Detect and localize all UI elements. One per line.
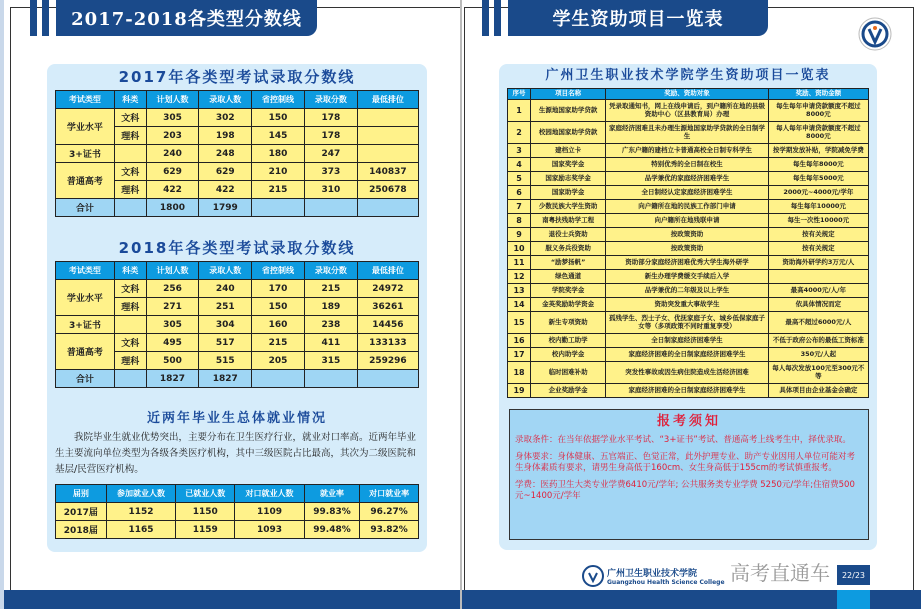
table-cell: 特别优秀的全日制在校生 bbox=[606, 158, 768, 172]
table-cell: 学院奖学金 bbox=[531, 284, 606, 298]
table-cell: 每人每年申请贷款额度不超过8000元 bbox=[768, 122, 868, 144]
page-number: 22/23 bbox=[837, 565, 870, 585]
banner-strip bbox=[30, 0, 37, 36]
column-header: 参加就业人数 bbox=[106, 485, 176, 503]
table-row bbox=[508, 348, 869, 362]
aid-table bbox=[507, 88, 869, 398]
column-header: 奖励、资助对象 bbox=[606, 89, 768, 100]
table-cell: 按政策资助 bbox=[606, 242, 768, 256]
table-row bbox=[508, 298, 869, 312]
aid-table-title: 广州卫生职业技术学院学生资助项目一览表 bbox=[545, 68, 831, 83]
table-cell: 国家奖学金 bbox=[531, 158, 606, 172]
column-header: 录取人数 bbox=[199, 262, 252, 280]
table-row bbox=[56, 109, 419, 127]
table-cell: 每生每年8000元 bbox=[768, 158, 868, 172]
table-cell: 248 bbox=[199, 145, 252, 163]
table-cell: 全日制经认定家庭经济困难学生 bbox=[606, 186, 768, 200]
banner-strip bbox=[494, 0, 501, 36]
table-cell: 150 bbox=[252, 109, 305, 127]
table-cell: “励梦扬帆” bbox=[531, 256, 606, 270]
table-cell: 133133 bbox=[357, 334, 418, 352]
table-cell: 每生每年10000元 bbox=[768, 200, 868, 214]
table-cell: 每生每年5000元 bbox=[768, 172, 868, 186]
table-row bbox=[56, 503, 419, 521]
table-cell: 金英奖励助学资金 bbox=[531, 298, 606, 312]
table-cell: 1165 bbox=[106, 521, 176, 539]
column-header: 科类 bbox=[114, 91, 146, 109]
column-header: 奖励、资助金额 bbox=[768, 89, 868, 100]
table-cell: 1799 bbox=[199, 199, 252, 217]
table-cell: 孤残学生、烈士子女、优抚家庭子女、城乡低保家庭子女等（多项政策不同时重复享受） bbox=[606, 312, 768, 334]
table-cell: 服义务兵役资助 bbox=[531, 242, 606, 256]
column-header: 对口就业率 bbox=[360, 485, 419, 503]
table-cell: 4 bbox=[508, 158, 531, 172]
table-cell: 普通高考 bbox=[56, 163, 115, 199]
table-row bbox=[508, 384, 869, 398]
table-cell: 南粤扶残助学工程 bbox=[531, 214, 606, 228]
page-banner: 2017-2018各类型分数线 bbox=[56, 0, 317, 36]
table-cell bbox=[357, 127, 418, 145]
table-cell: 最高不超过6000元/人 bbox=[768, 312, 868, 334]
right-page bbox=[460, 0, 921, 609]
table-cell: 每生每年申请贷款额度不超过8000元 bbox=[768, 100, 868, 122]
table-row bbox=[508, 362, 869, 384]
table-cell: 按有关规定 bbox=[768, 242, 868, 256]
table-cell: 1150 bbox=[176, 503, 235, 521]
column-header: 录取分数 bbox=[304, 262, 357, 280]
table-cell: 5 bbox=[508, 172, 531, 186]
table-cell: 家庭经济困难的全日制家庭经济困难学生 bbox=[606, 384, 768, 398]
table-cell: 1109 bbox=[235, 503, 305, 521]
table-2018-title: 2018年各类型考试录取分数线 bbox=[118, 239, 356, 257]
notice-fees: 学费：医药卫生大类专业学费6410元/学年; 公共服务类专业学费 5250元/学年;住宿费500元~1400元/学年 bbox=[515, 480, 855, 501]
table-cell: 具体项目由企业基金会确定 bbox=[768, 384, 868, 398]
table-cell: 品学兼优的家庭经济困难学生 bbox=[606, 172, 768, 186]
table-row bbox=[508, 144, 869, 158]
table-cell: 302 bbox=[199, 109, 252, 127]
table-cell: 189 bbox=[304, 298, 357, 316]
column-header: 最低排位 bbox=[357, 262, 418, 280]
table-cell: 合计 bbox=[56, 199, 115, 217]
column-header: 届别 bbox=[56, 485, 107, 503]
table-cell: 96.27% bbox=[360, 503, 419, 521]
table-row bbox=[508, 334, 869, 348]
table-row bbox=[508, 312, 869, 334]
table-cell: 突发性事故或因生病住院造成生活经济困难 bbox=[606, 362, 768, 384]
table-cell: 180 bbox=[252, 145, 305, 163]
table-row bbox=[508, 100, 869, 122]
table-cell: 240 bbox=[146, 145, 199, 163]
table-cell: 2018届 bbox=[56, 521, 107, 539]
table-cell: 198 bbox=[199, 127, 252, 145]
table-cell: 1159 bbox=[176, 521, 235, 539]
table-cell: 按政策资助 bbox=[606, 228, 768, 242]
table-2018 bbox=[55, 261, 419, 388]
table-cell: 304 bbox=[199, 316, 252, 334]
table-cell bbox=[114, 316, 146, 334]
table-row bbox=[56, 334, 419, 352]
column-header: 计划人数 bbox=[146, 262, 199, 280]
total-row bbox=[56, 370, 419, 388]
table-cell: 新生办理学费缓交手续后入学 bbox=[606, 270, 768, 284]
banner-strip bbox=[482, 0, 489, 36]
header-row bbox=[508, 89, 869, 100]
table-cell: 文科 bbox=[114, 109, 146, 127]
table-row bbox=[56, 145, 419, 163]
table-cell: 12 bbox=[508, 270, 531, 284]
column-header: 录取人数 bbox=[199, 91, 252, 109]
notice-admission: 录取条件：在当年依据学业水平考试、“3+证书”考试、普通高考上线考生中，择优录取。 bbox=[515, 435, 851, 445]
table-cell: 140837 bbox=[357, 163, 418, 181]
table-cell: 203 bbox=[146, 127, 199, 145]
table-cell: 校内助学金 bbox=[531, 348, 606, 362]
column-header: 序号 bbox=[508, 89, 531, 100]
table-cell bbox=[357, 370, 418, 388]
table-cell: 373 bbox=[304, 163, 357, 181]
table-cell: 临时困难补助 bbox=[531, 362, 606, 384]
table-cell: 271 bbox=[146, 298, 199, 316]
table-cell: 18 bbox=[508, 362, 531, 384]
table-row bbox=[508, 122, 869, 144]
table-cell: 1800 bbox=[146, 199, 199, 217]
table-cell: 不低于政府公布的最低工资标准 bbox=[768, 334, 868, 348]
table-cell bbox=[357, 145, 418, 163]
table-cell: 企业奖励学金 bbox=[531, 384, 606, 398]
table-2017-title: 2017年各类型考试录取分数线 bbox=[118, 68, 356, 86]
table-cell: 依具体情况而定 bbox=[768, 298, 868, 312]
table-cell: 93.82% bbox=[360, 521, 419, 539]
table-cell: 99.48% bbox=[304, 521, 359, 539]
footer-college-cn: 广州卫生职业技术学院 bbox=[607, 569, 698, 579]
table-cell: 1093 bbox=[235, 521, 305, 539]
footer-logo-icon bbox=[582, 565, 604, 587]
table-cell bbox=[357, 109, 418, 127]
table-cell: 500 bbox=[146, 352, 199, 370]
table-cell: 215 bbox=[252, 334, 305, 352]
table-cell: 2017届 bbox=[56, 503, 107, 521]
table-cell: 240 bbox=[199, 280, 252, 298]
table-cell bbox=[114, 145, 146, 163]
table-cell: 文科 bbox=[114, 163, 146, 181]
table-cell bbox=[304, 199, 357, 217]
college-logo-icon bbox=[858, 17, 892, 51]
table-cell bbox=[768, 270, 868, 284]
watermark: 高考直通车 bbox=[730, 561, 830, 585]
table-cell: 517 bbox=[199, 334, 252, 352]
table-cell: 国家励志奖学金 bbox=[531, 172, 606, 186]
table-row bbox=[56, 316, 419, 334]
column-header: 项目名称 bbox=[531, 89, 606, 100]
table-row bbox=[508, 242, 869, 256]
table-cell: 全日制家庭经济困难学生 bbox=[606, 334, 768, 348]
table-cell: 178 bbox=[304, 127, 357, 145]
table-cell: 理科 bbox=[114, 181, 146, 199]
table-cell: 250678 bbox=[357, 181, 418, 199]
column-header: 科类 bbox=[114, 262, 146, 280]
column-header: 计划人数 bbox=[146, 91, 199, 109]
table-cell: 36261 bbox=[357, 298, 418, 316]
table-cell: 凭录取通知书，网上在线申请后，到户籍所在地的县级资助中心（区县教育局）办理 bbox=[606, 100, 768, 122]
table-cell: 422 bbox=[199, 181, 252, 199]
table-cell: 6 bbox=[508, 186, 531, 200]
column-header: 省控制线 bbox=[252, 262, 305, 280]
column-header: 省控制线 bbox=[252, 91, 305, 109]
table-cell bbox=[357, 199, 418, 217]
table-cell: 合计 bbox=[56, 370, 115, 388]
table-cell: 411 bbox=[304, 334, 357, 352]
table-cell: 普通高考 bbox=[56, 334, 115, 370]
column-header: 考试类型 bbox=[56, 262, 115, 280]
page-banner: 学生资助项目一览表 bbox=[508, 0, 768, 36]
employment-title: 近两年毕业生总体就业情况 bbox=[146, 411, 327, 426]
table-row bbox=[508, 200, 869, 214]
table-cell: 1 bbox=[508, 100, 531, 122]
table-cell: 170 bbox=[252, 280, 305, 298]
employment-table bbox=[55, 484, 419, 539]
table-cell: 15 bbox=[508, 312, 531, 334]
table-cell: 资助部分家庭经济困难优秀大学生海外研学 bbox=[606, 256, 768, 270]
table-cell: 1152 bbox=[106, 503, 176, 521]
table-row bbox=[508, 186, 869, 200]
table-cell: 305 bbox=[146, 316, 199, 334]
table-cell: 家庭经济困难且未办理生源地国家助学贷款的全日制学生 bbox=[606, 122, 768, 144]
table-cell: 145 bbox=[252, 127, 305, 145]
table-cell: 3+证书 bbox=[56, 316, 115, 334]
table-cell: 495 bbox=[146, 334, 199, 352]
table-cell: 13 bbox=[508, 284, 531, 298]
table-cell: 理科 bbox=[114, 298, 146, 316]
content-panel bbox=[47, 64, 427, 552]
header-row bbox=[56, 262, 419, 280]
table-cell: 14456 bbox=[357, 316, 418, 334]
table-cell: 422 bbox=[146, 181, 199, 199]
notice-box bbox=[509, 409, 869, 540]
table-cell: 247 bbox=[304, 145, 357, 163]
table-row bbox=[508, 158, 869, 172]
table-cell: 2 bbox=[508, 122, 531, 144]
table-cell: 629 bbox=[199, 163, 252, 181]
table-cell: 校园地国家助学贷款 bbox=[531, 122, 606, 144]
table-cell: 160 bbox=[252, 316, 305, 334]
table-cell: 215 bbox=[252, 181, 305, 199]
table-cell: 251 bbox=[199, 298, 252, 316]
table-cell: 256 bbox=[146, 280, 199, 298]
table-cell bbox=[114, 370, 146, 388]
table-cell: 350元/人起 bbox=[768, 348, 868, 362]
table-cell: 校内勤工助学 bbox=[531, 334, 606, 348]
table-cell: 9 bbox=[508, 228, 531, 242]
table-cell: 文科 bbox=[114, 280, 146, 298]
table-cell: 理科 bbox=[114, 127, 146, 145]
table-cell: 每生一次性10000元 bbox=[768, 214, 868, 228]
column-header: 对口就业人数 bbox=[235, 485, 305, 503]
table-cell: 14 bbox=[508, 298, 531, 312]
table-cell bbox=[114, 199, 146, 217]
table-row bbox=[56, 280, 419, 298]
table-cell: 少数民族大学生资助 bbox=[531, 200, 606, 214]
footer-college-en: Guangzhou Health Science College bbox=[607, 579, 725, 586]
table-cell: 210 bbox=[252, 163, 305, 181]
table-2017 bbox=[55, 90, 419, 217]
table-cell: 99.83% bbox=[304, 503, 359, 521]
column-header: 就业率 bbox=[304, 485, 359, 503]
table-cell: 资助突发重大事故学生 bbox=[606, 298, 768, 312]
table-cell: 310 bbox=[304, 181, 357, 199]
table-row bbox=[508, 228, 869, 242]
table-cell: 广东户籍的建档立卡普通高校全日制专科学生 bbox=[606, 144, 768, 158]
table-cell: 生源地国家助学贷款 bbox=[531, 100, 606, 122]
table-row bbox=[56, 163, 419, 181]
table-cell: 1827 bbox=[199, 370, 252, 388]
table-cell: 学业水平 bbox=[56, 109, 115, 145]
table-cell: 11 bbox=[508, 256, 531, 270]
table-cell: 238 bbox=[304, 316, 357, 334]
left-page bbox=[0, 0, 460, 609]
table-cell: 按有关规定 bbox=[768, 228, 868, 242]
table-cell: 向户籍所在地的民族工作部门申请 bbox=[606, 200, 768, 214]
table-cell: 理科 bbox=[114, 352, 146, 370]
table-cell: 16 bbox=[508, 334, 531, 348]
table-cell: 国家助学金 bbox=[531, 186, 606, 200]
column-header: 考试类型 bbox=[56, 91, 115, 109]
table-cell: 178 bbox=[304, 109, 357, 127]
column-header: 录取分数 bbox=[304, 91, 357, 109]
table-cell: 24972 bbox=[357, 280, 418, 298]
table-cell: 3 bbox=[508, 144, 531, 158]
table-cell: 退役士兵资助 bbox=[531, 228, 606, 242]
table-cell: 3+证书 bbox=[56, 145, 115, 163]
total-row bbox=[56, 199, 419, 217]
table-cell: 629 bbox=[146, 163, 199, 181]
table-cell: 205 bbox=[252, 352, 305, 370]
column-header: 已就业人数 bbox=[176, 485, 235, 503]
table-cell: 259296 bbox=[357, 352, 418, 370]
bottom-band bbox=[4, 590, 460, 609]
table-cell: 515 bbox=[199, 352, 252, 370]
header-row bbox=[56, 91, 419, 109]
table-row bbox=[508, 270, 869, 284]
column-header: 最低排位 bbox=[357, 91, 418, 109]
table-cell: 品学兼优的二年级及以上学生 bbox=[606, 284, 768, 298]
table-cell: 1827 bbox=[146, 370, 199, 388]
table-cell: 215 bbox=[304, 280, 357, 298]
table-cell: 向户籍所在地残联申请 bbox=[606, 214, 768, 228]
table-cell: 2000元~4000元/学年 bbox=[768, 186, 868, 200]
table-row bbox=[56, 521, 419, 539]
table-cell: 10 bbox=[508, 242, 531, 256]
table-cell: 资助海外研学约3万元/人 bbox=[768, 256, 868, 270]
table-cell: 17 bbox=[508, 348, 531, 362]
banner-strip bbox=[42, 0, 49, 36]
table-cell: 绿色通道 bbox=[531, 270, 606, 284]
table-cell: 305 bbox=[146, 109, 199, 127]
employment-paragraph: 我院毕业生就业优势突出，主要分布在卫生医疗行业，就业对口率高。近两年毕业生主要流向单位类型为各级各类医疗机构，其中三级医院占比最高，其次为二级医院和基层/民营医疗机构。 bbox=[55, 432, 417, 475]
table-cell: 新生专项资助 bbox=[531, 312, 606, 334]
table-cell: 150 bbox=[252, 298, 305, 316]
table-cell: 按学期发放补贴，学院减免学费 bbox=[768, 144, 868, 158]
table-row bbox=[508, 284, 869, 298]
table-row bbox=[508, 172, 869, 186]
table-row bbox=[508, 256, 869, 270]
bottom-band-accent bbox=[837, 590, 870, 609]
table-cell bbox=[252, 370, 305, 388]
table-cell: 最高4000元/人/年 bbox=[768, 284, 868, 298]
table-cell: 7 bbox=[508, 200, 531, 214]
header-row bbox=[56, 485, 419, 503]
table-cell: 19 bbox=[508, 384, 531, 398]
notice-title: 报考须知 bbox=[656, 414, 721, 429]
table-cell: 家庭经济困难的全日制家庭经济困难学生 bbox=[606, 348, 768, 362]
table-cell bbox=[304, 370, 357, 388]
table-cell bbox=[252, 199, 305, 217]
table-cell: 文科 bbox=[114, 334, 146, 352]
table-row bbox=[508, 214, 869, 228]
table-cell: 315 bbox=[304, 352, 357, 370]
table-cell: 8 bbox=[508, 214, 531, 228]
notice-physical: 身体要求：身体健康、五官端正、色觉正常，此外护理专业、助产专业因用人单位可能对考生身体素质有要求，请男生身高低于160cm、女生身高低于155cm的考试慎重报考。 bbox=[515, 452, 856, 473]
table-cell: 学业水平 bbox=[56, 280, 115, 316]
table-cell: 建档立卡 bbox=[531, 144, 606, 158]
table-cell: 每人每次发放100元至300元不等 bbox=[768, 362, 868, 384]
